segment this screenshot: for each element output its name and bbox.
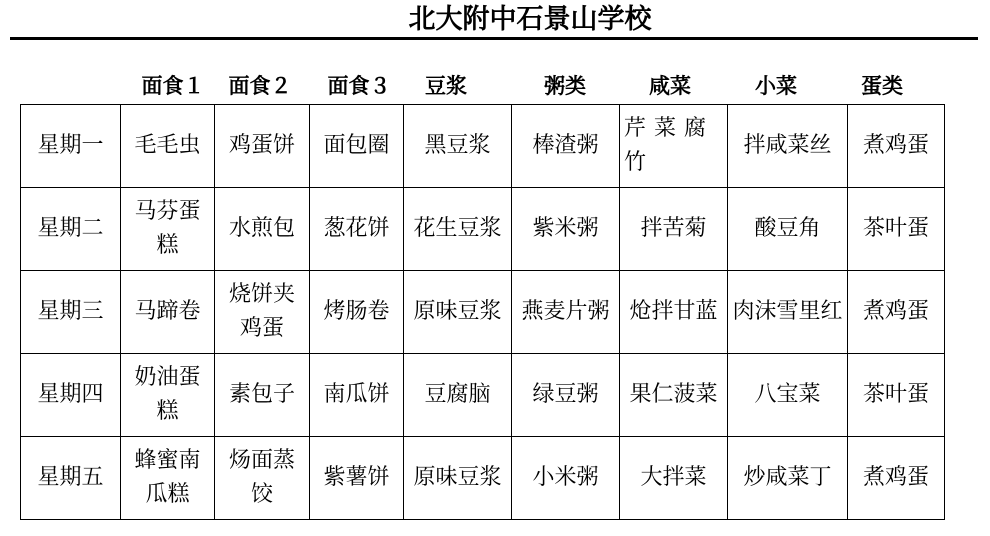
menu-cell: 炀面蒸饺 (215, 437, 310, 520)
page-title: 北大附中石景山学校 (408, 4, 652, 35)
menu-cell: 酸豆角 (728, 188, 848, 271)
menu-cell: 果仁菠菜 (620, 354, 728, 437)
menu-cell: 马芬蛋糕 (121, 188, 215, 271)
menu-cell: 茶叶蛋 (848, 354, 945, 437)
menu-cell: 花生豆浆 (404, 188, 512, 271)
menu-cell: 肉沫雪里红 (728, 271, 848, 354)
column-header-soymilk: 豆浆 (425, 74, 467, 98)
menu-cell: 煮鸡蛋 (848, 105, 945, 188)
day-label: 星期一 (21, 105, 121, 188)
menu-cell: 原味豆浆 (404, 437, 512, 520)
menu-cell: 原味豆浆 (404, 271, 512, 354)
menu-cell: 面包圈 (310, 105, 404, 188)
menu-cell: 煮鸡蛋 (848, 437, 945, 520)
menu-cell: 紫米粥 (512, 188, 620, 271)
breakfast-menu-table (20, 104, 945, 520)
table-row-monday (21, 105, 945, 188)
column-header-noodle-1: 面食１ (141, 74, 205, 98)
menu-cell: 茶叶蛋 (848, 188, 945, 271)
menu-cell: 八宝菜 (728, 354, 848, 437)
menu-cell: 大拌菜 (620, 437, 728, 520)
table-row-friday (21, 437, 945, 520)
menu-cell: 小米粥 (512, 437, 620, 520)
day-label: 星期四 (21, 354, 121, 437)
column-header-porridge: 粥类 (544, 74, 586, 98)
menu-cell: 素包子 (215, 354, 310, 437)
menu-cell: 煮鸡蛋 (848, 271, 945, 354)
column-header-side-dish: 小菜 (755, 74, 797, 98)
menu-cell: 马蹄卷 (121, 271, 215, 354)
day-label: 星期五 (21, 437, 121, 520)
menu-cell: 炝拌甘蓝 (620, 271, 728, 354)
menu-cell: 毛毛虫 (121, 105, 215, 188)
menu-cell: 绿豆粥 (512, 354, 620, 437)
menu-cell: 豆腐脑 (404, 354, 512, 437)
column-header-pickles: 咸菜 (649, 74, 691, 98)
menu-cell: 燕麦片粥 (512, 271, 620, 354)
menu-cell: 拌咸菜丝 (728, 105, 848, 188)
table-row-tuesday (21, 188, 945, 271)
column-header-noodle-3: 面食３ (327, 74, 391, 98)
menu-cell: 拌苦菊 (620, 188, 728, 271)
menu-cell: 水煎包 (215, 188, 310, 271)
column-header-noodle-2: 面食２ (228, 74, 292, 98)
menu-cell: 鸡蛋饼 (215, 105, 310, 188)
menu-cell: 炒咸菜丁 (728, 437, 848, 520)
menu-cell: 葱花饼 (310, 188, 404, 271)
menu-cell: 紫薯饼 (310, 437, 404, 520)
menu-cell: 奶油蛋糕 (121, 354, 215, 437)
menu-cell: 黑豆浆 (404, 105, 512, 188)
menu-cell: 南瓜饼 (310, 354, 404, 437)
day-label: 星期二 (21, 188, 121, 271)
menu-cell: 烧饼夹鸡蛋 (215, 271, 310, 354)
title-underline (10, 37, 978, 40)
menu-cell: 烤肠卷 (310, 271, 404, 354)
menu-cell: 蜂蜜南瓜糕 (121, 437, 215, 520)
menu-cell: 棒渣粥 (512, 105, 620, 188)
column-header-eggs: 蛋类 (861, 74, 903, 98)
table-row-wednesday (21, 271, 945, 354)
day-label: 星期三 (21, 271, 121, 354)
table-row-thursday (21, 354, 945, 437)
menu-cell: 芹菜腐竹 (620, 105, 728, 188)
